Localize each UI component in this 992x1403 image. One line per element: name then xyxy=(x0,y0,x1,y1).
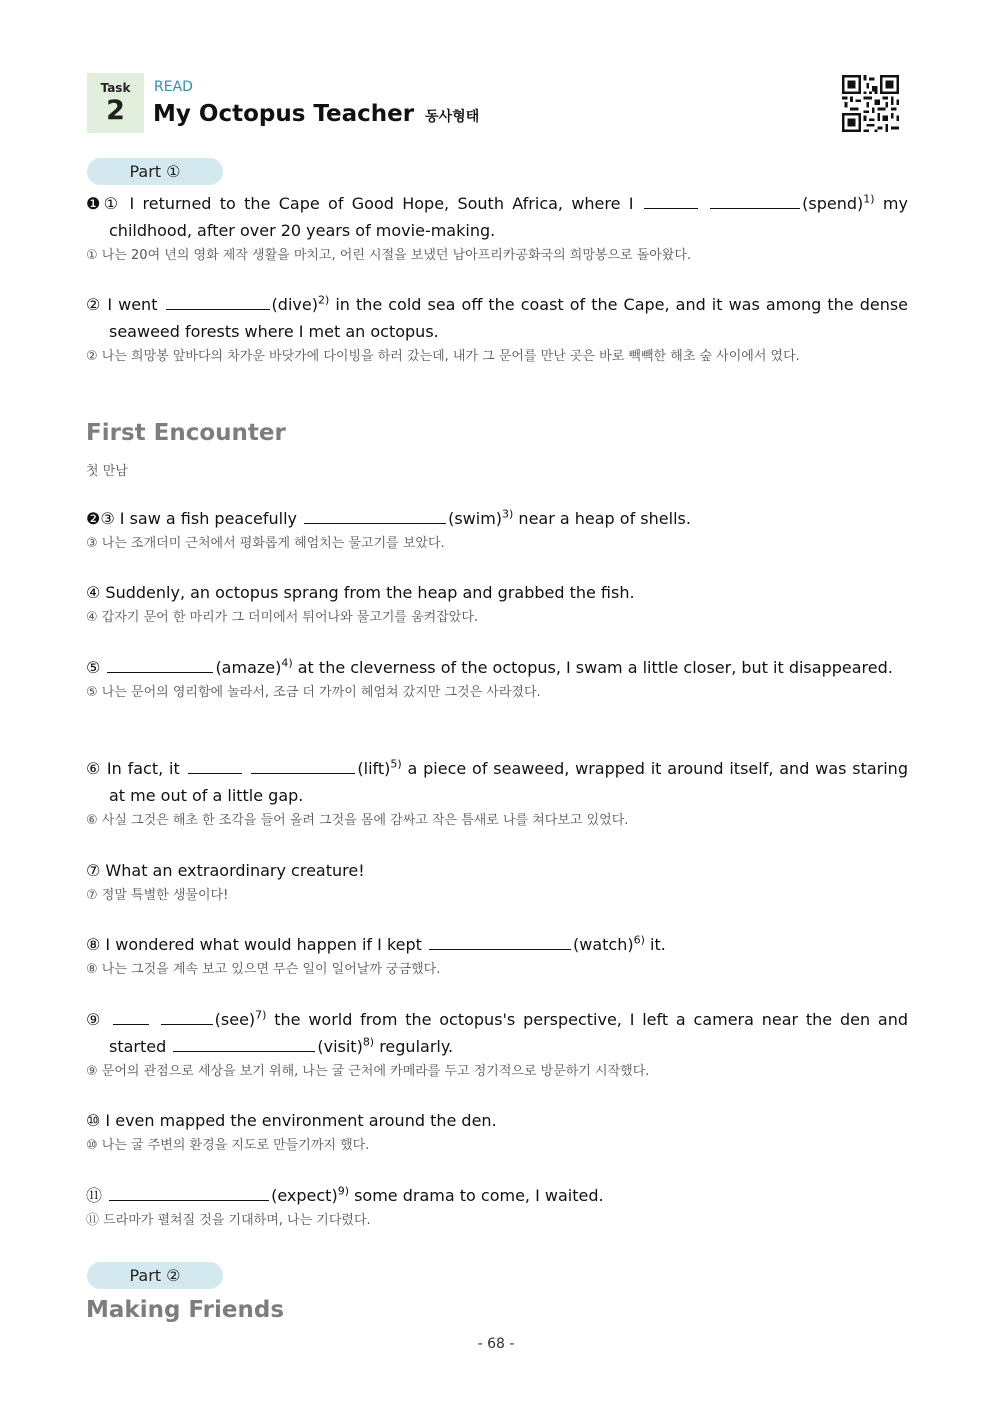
sentence-8 xyxy=(86,931,908,982)
sentence-2-english: ② I went (dive)$^{2)}$ in the cold sea off the coast of the Cape, and it was among the dense seaweed forests where I met an octopus. xyxy=(86,293,909,341)
answer-blank[interactable] xyxy=(166,294,270,310)
sentence-10 xyxy=(86,1107,908,1158)
sentence-10-english: ⑩ I even mapped the environment around the den. xyxy=(86,1111,497,1130)
answer-blank[interactable] xyxy=(188,758,242,774)
sentence-11-korean: ⑪ 드라마가 펼쳐질 것을 기대하며, 나는 기다렸다. xyxy=(86,1213,371,1228)
part-2-label: Part ② xyxy=(87,1262,223,1289)
sentence-1-korean: ① 나는 20여 년의 영화 제작 생활을 마치고, 어린 시절을 보냈던 남아프리카공화국의 희망봉으로 돌아왔다. xyxy=(86,248,692,263)
task-label: Task xyxy=(100,81,131,95)
answer-blank[interactable] xyxy=(251,758,355,774)
sentence-6 xyxy=(86,755,908,833)
section-subtitle-first-encounter: 첫 만남 xyxy=(86,464,128,479)
sentence-7-korean: ⑦ 정말 특별한 생물이다! xyxy=(86,888,229,903)
sentence-4-korean: ④ 갑자기 문어 한 마리가 그 더미에서 튀어나와 물고기를 움켜잡았다. xyxy=(86,610,479,625)
qr-code-icon[interactable] xyxy=(842,75,899,132)
sentence-3-english: ❷③ I saw a fish peacefully (swim)$^{3)}$ near a heap of shells. xyxy=(86,507,691,528)
sentence-8-english: ⑧ I wondered what would happen if I kept (watch)$^{6)}$ it. xyxy=(86,933,666,954)
sentence-2 xyxy=(86,291,908,369)
section-title-first-encounter: First Encounter xyxy=(86,420,286,446)
sentence-9 xyxy=(86,1006,908,1084)
sentence-5-korean: ⑤ 나는 문어의 영리함에 놀라서, 조금 더 가까이 헤엄쳐 갔지만 그것은 사라졌다. xyxy=(86,685,541,700)
sentence-6-korean: ⑥ 사실 그것은 해초 한 조각을 들어 올려 그것을 몸에 감싸고 작은 틈새로 나를 쳐다보고 있었다. xyxy=(86,813,629,828)
sentence-4 xyxy=(86,579,908,630)
sentence-1 xyxy=(86,190,908,268)
sentence-2-korean: ② 나는 희망봉 앞바다의 차가운 바닷가에 다이빙을 하러 갔는데, 내가 그 문어를 만난 곳은 바로 빽빽한 해초 숲 사이에서 였다. xyxy=(86,349,800,364)
sentence-8-korean: ⑧ 나는 그것을 계속 보고 있으면 무슨 일이 일어날까 궁금했다. xyxy=(86,962,441,977)
sentence-7-english: ⑦ What an extraordinary creature! xyxy=(86,861,365,880)
read-label: READ xyxy=(154,79,193,95)
answer-blank[interactable] xyxy=(304,508,446,524)
task-number: 2 xyxy=(106,95,125,126)
answer-blank[interactable] xyxy=(710,193,800,209)
sentence-4-english: ④ Suddenly, an octopus sprang from the heap and grabbed the fish. xyxy=(86,583,635,602)
part-1-label: Part ① xyxy=(87,158,223,185)
sentence-5-english: ⑤ (amaze)$^{4)}$ at the cleverness of the octopus, I swam a little closer, but it disappeared. xyxy=(86,656,893,677)
answer-blank[interactable] xyxy=(644,193,698,209)
sentence-11-english: ⑪ (expect)$^{9)}$ some drama to come, I waited. xyxy=(86,1184,604,1205)
page-title xyxy=(153,101,479,127)
answer-blank[interactable] xyxy=(109,1185,269,1201)
sentence-11 xyxy=(86,1182,908,1233)
sentence-10-korean: ⑩ 나는 굴 주변의 환경을 지도로 만들기까지 했다. xyxy=(86,1138,370,1153)
sentence-9-korean: ⑨ 문어의 관점으로 세상을 보기 위해, 나는 굴 근처에 카메라를 두고 정기적으로 방문하기 시작했다. xyxy=(86,1064,650,1079)
answer-blank[interactable] xyxy=(107,657,213,673)
sentence-3-korean: ③ 나는 조개더미 근처에서 평화롭게 헤엄치는 물고기를 보았다. xyxy=(86,536,445,551)
answer-blank[interactable] xyxy=(429,934,571,950)
sentence-7 xyxy=(86,857,908,908)
section-title-making-friends: Making Friends xyxy=(86,1297,285,1323)
sentence-6-english: ⑥ In fact, it (lift)$^{5)}$ a piece of seaweed, wrapped it around itself, and was staring at me out of a little gap. xyxy=(86,757,908,805)
sentence-3 xyxy=(86,505,908,556)
answer-blank[interactable] xyxy=(173,1036,315,1052)
title-subtitle: 동사형태 xyxy=(425,109,480,125)
title-text: My Octopus Teacher xyxy=(153,101,415,127)
task-badge xyxy=(87,73,144,133)
sentence-5 xyxy=(86,654,908,705)
sentence-9-english: ⑨ (see)$^{7)}$ the world from the octopus's perspective, I left a camera near the den and started (visit)$^{8)}$ regularly. xyxy=(86,1008,908,1056)
answer-blank[interactable] xyxy=(113,1009,149,1025)
sentence-1-english: ❶① I returned to the Cape of Good Hope, South Africa, where I (spend)$^{1)}$ my childhood, after over 20 years of movie-making. xyxy=(86,192,908,240)
page-number: - 68 - xyxy=(477,1336,515,1352)
answer-blank[interactable] xyxy=(161,1009,213,1025)
